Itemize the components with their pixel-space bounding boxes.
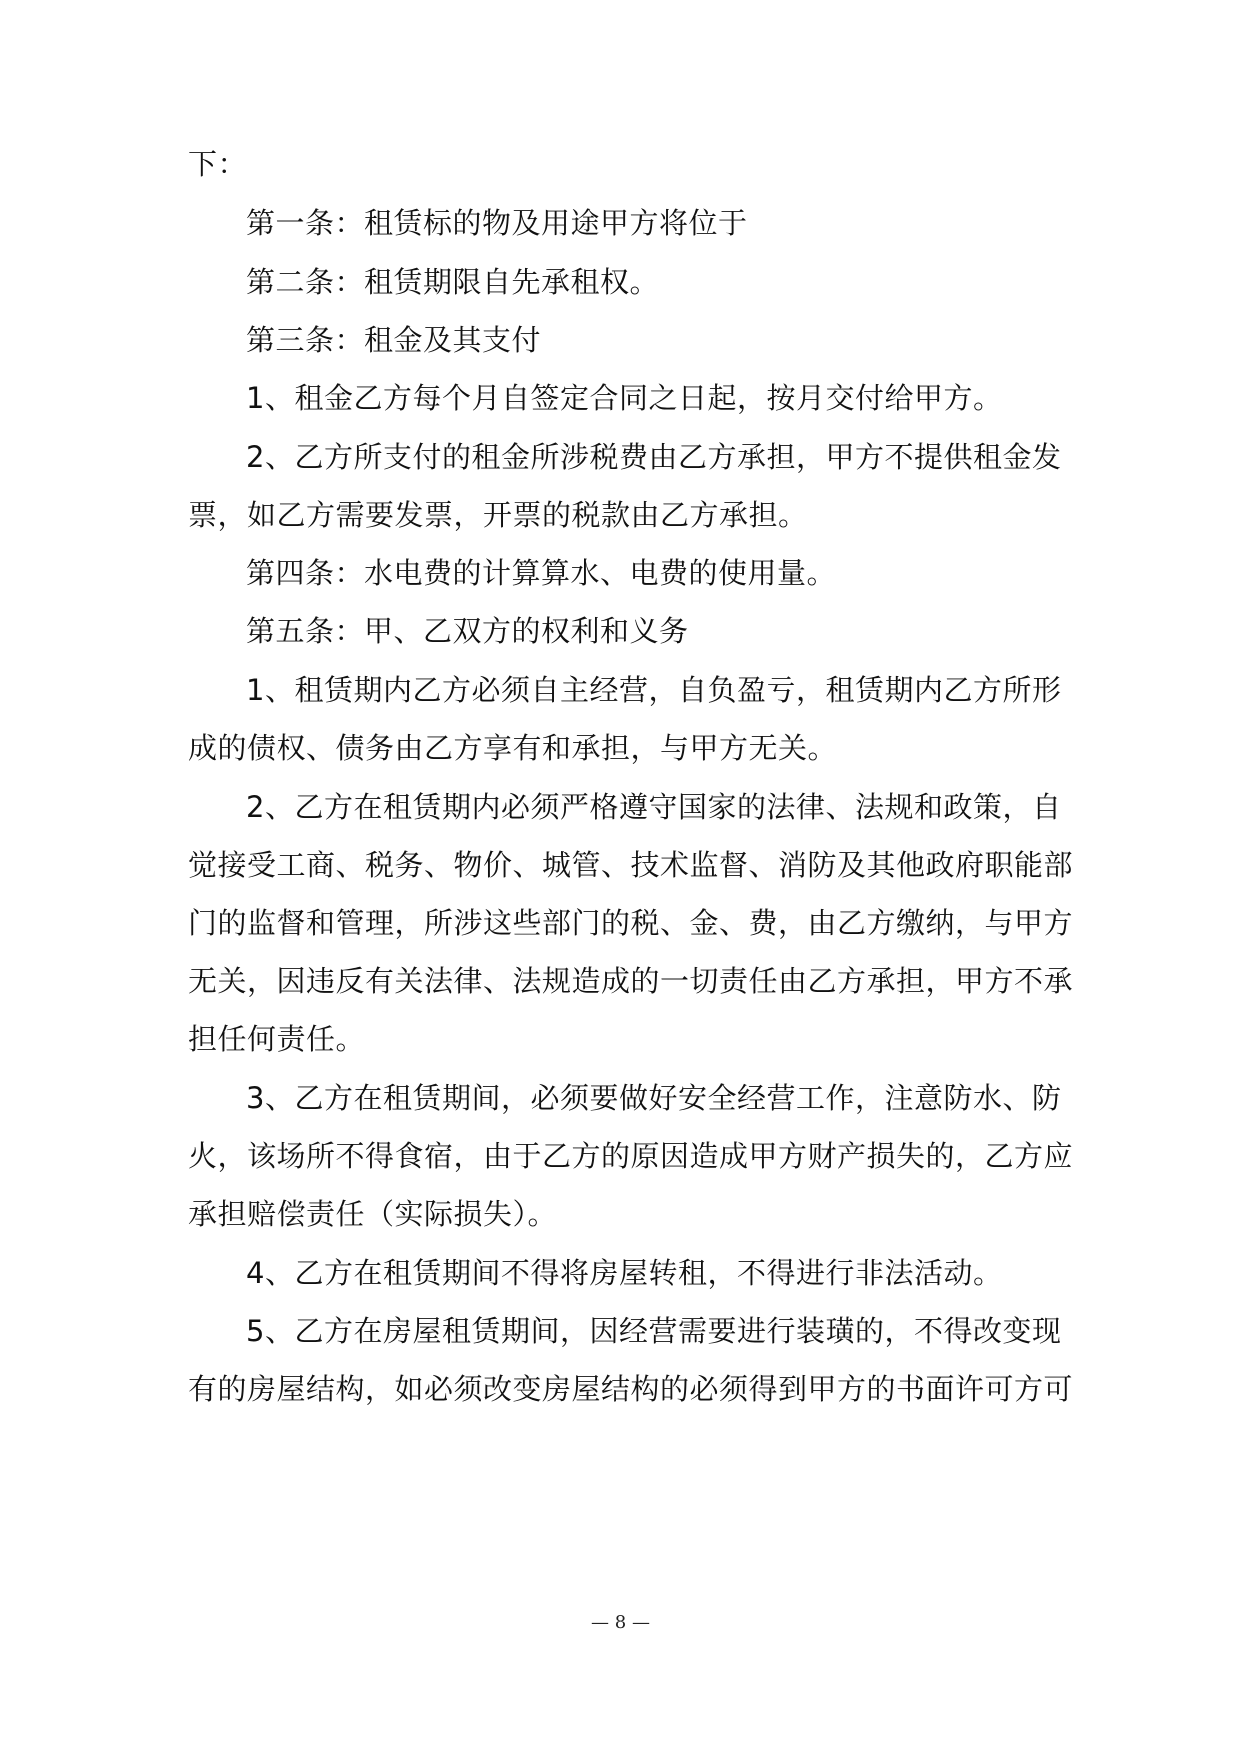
text-line: 觉接受工商、税务、物价、城管、技术监督、消防及其他政府职能部 [188, 848, 1074, 882]
article-1-heading: 第一条：租赁标的物及用途甲方将位于 [246, 206, 748, 240]
text-line: 2、乙方在租赁期内必须严格遵守国家的法律、法规和政策，自 [246, 790, 1062, 824]
text-line: 票，如乙方需要发票，开票的税款由乙方承担。 [188, 498, 808, 532]
page-number: — 8 — [591, 1612, 650, 1633]
text-line: 有的房屋结构，如必须改变房屋结构的必须得到甲方的书面许可方可 [188, 1372, 1074, 1406]
text-line: 火，该场所不得食宿，由于乙方的原因造成甲方财产损失的，乙方应 [188, 1139, 1074, 1173]
text-line: 1、租金乙方每个月自签定合同之日起，按月交付给甲方。 [246, 381, 1003, 415]
text-line: 下： [188, 147, 248, 181]
text-line: 承担赔偿责任（实际损失）。 [188, 1197, 558, 1231]
text-line: 3、乙方在租赁期间，必须要做好安全经营工作，注意防水、防 [246, 1081, 1062, 1115]
text-line: 4、乙方在租赁期间不得将房屋转租，不得进行非法活动。 [246, 1256, 1003, 1290]
article-3-heading: 第三条：租金及其支付 [246, 323, 542, 357]
text-line: 担任何责任。 [188, 1022, 366, 1056]
text-line: 门的监督和管理，所涉这些部门的税、金、费，由乙方缴纳，与甲方 [188, 906, 1074, 940]
article-4-heading: 第四条：水电费的计算算水、电费的使用量。 [246, 556, 837, 590]
text-line: 5、乙方在房屋租赁期间，因经营需要进行装璜的，不得改变现 [246, 1314, 1062, 1348]
article-5-heading: 第五条：甲、乙双方的权利和义务 [246, 614, 689, 648]
text-line: 无关，因违反有关法律、法规造成的一切责任由乙方承担，甲方不承 [188, 964, 1074, 998]
text-line: 2、乙方所支付的租金所涉税费由乙方承担，甲方不提供租金发 [246, 440, 1062, 474]
text-line: 1、租赁期内乙方必须自主经营，自负盈亏，租赁期内乙方所形 [246, 673, 1062, 707]
article-2-heading: 第二条：租赁期限自先承租权。 [246, 265, 660, 299]
text-line: 成的债权、债务由乙方享有和承担，与甲方无关。 [188, 731, 838, 765]
